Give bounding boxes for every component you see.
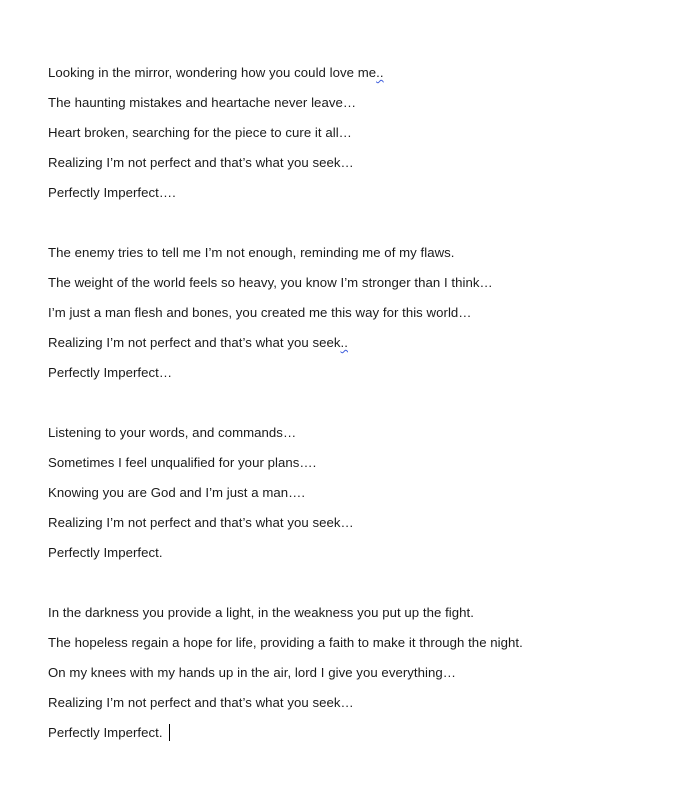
poem-line: Perfectly Imperfect… <box>48 365 173 380</box>
stanza-4 <box>48 598 668 748</box>
line-text: Looking in the mirror, wondering how you could love me <box>48 65 377 80</box>
poem-line: Listening to your words, and commands… <box>48 425 297 440</box>
poem-line <box>48 328 668 358</box>
poem-line: Realizing I’m not perfect and that’s what you seek… <box>48 515 354 530</box>
spellcheck-flag[interactable]: .. <box>376 65 384 80</box>
poem-line: Heart broken, searching for the piece to cure it all… <box>48 125 352 140</box>
poem-line: The enemy tries to tell me I’m not enough, reminding me of my flaws. <box>48 245 455 260</box>
poem-line: The haunting mistakes and heartache never leave… <box>48 95 357 110</box>
spellcheck-flag[interactable]: .. <box>340 335 348 350</box>
line-text: Realizing I’m not perfect and that’s what you seek <box>48 335 341 350</box>
stanza-3 <box>48 418 668 568</box>
poem-line: Sometimes I feel unqualified for your plans…. <box>48 455 317 470</box>
poem-line: On my knees with my hands up in the air, lord I give you everything… <box>48 665 457 680</box>
poem-line: Realizing I’m not perfect and that’s what you seek… <box>48 155 354 170</box>
document-body[interactable] <box>48 58 668 778</box>
poem-line: I’m just a man flesh and bones, you created me this way for this world… <box>48 305 472 320</box>
poem-line: Perfectly Imperfect. <box>48 545 163 560</box>
poem-line: Knowing you are God and I’m just a man…. <box>48 485 306 500</box>
poem-line: The hopeless regain a hope for life, providing a faith to make it through the night. <box>48 635 523 650</box>
poem-line: The weight of the world feels so heavy, you know I’m stronger than I think… <box>48 275 493 290</box>
text-cursor <box>169 724 170 741</box>
poem-line: In the darkness you provide a light, in the weakness you put up the fight. <box>48 605 474 620</box>
poem-line: Realizing I’m not perfect and that’s what you seek… <box>48 695 354 710</box>
line-text: Perfectly Imperfect. <box>48 725 167 740</box>
stanza-1 <box>48 58 668 208</box>
stanza-2 <box>48 238 668 388</box>
poem-line: Perfectly Imperfect…. <box>48 185 176 200</box>
poem-line <box>48 58 668 88</box>
poem-line <box>48 718 668 748</box>
